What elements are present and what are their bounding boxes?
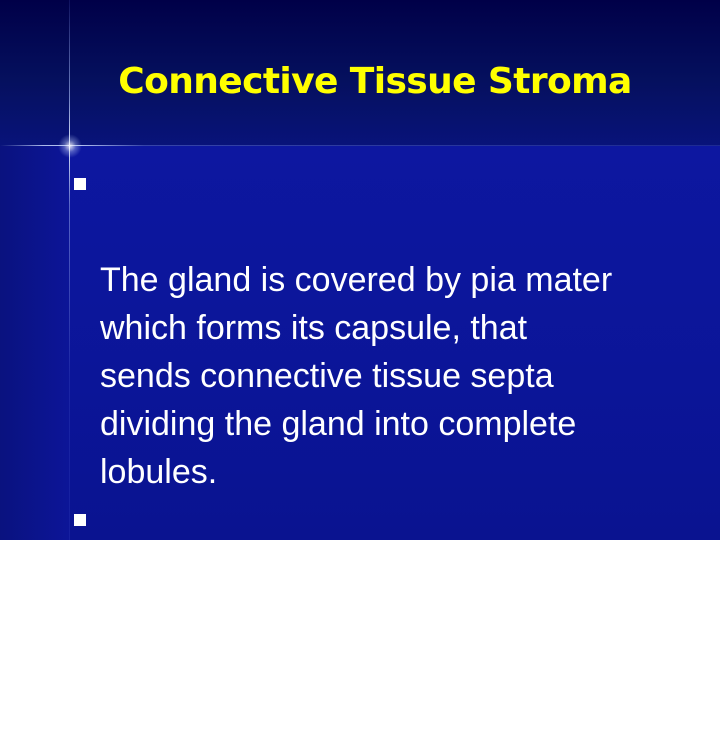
left-margin-strip — [0, 146, 70, 540]
bullet-item — [72, 496, 712, 736]
slide-title: Connective Tissue Stroma — [118, 61, 632, 102]
horizontal-accent-line — [0, 145, 720, 146]
crosshair-glow — [58, 134, 82, 158]
square-bullet-icon — [74, 178, 86, 190]
square-bullet-icon — [74, 514, 86, 526]
bullet-list — [72, 160, 712, 736]
bullet-text: Blood vessels and sympathetic nerves enter the gland via the connective tissue septa. — [100, 597, 567, 731]
bullet-text: The gland is covered by pia mater which forms its capsule, that sends connective tissue septa dividing the gland into complete lobules. — [100, 261, 613, 491]
bullet-item — [72, 160, 712, 496]
